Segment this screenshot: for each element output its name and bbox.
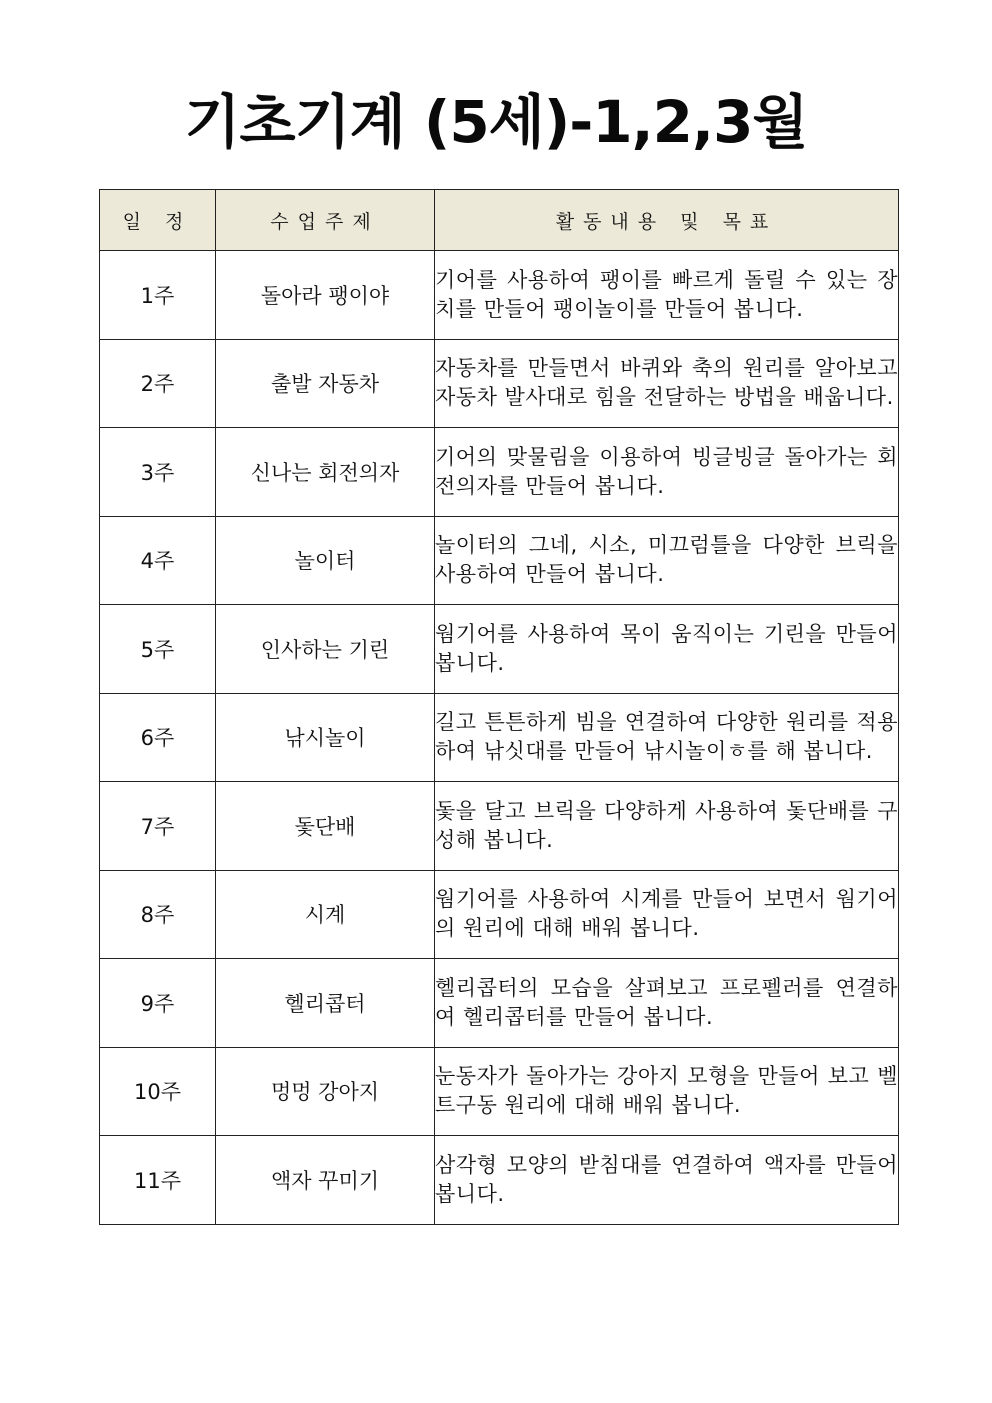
activity-cell: 헬리콥터의 모습을 살펴보고 프로펠러를 연결하여 헬리콥터를 만들어 봅니다. bbox=[435, 959, 899, 1048]
header-topic: 수업주제 bbox=[216, 190, 435, 251]
week-cell: 1주 bbox=[100, 251, 216, 340]
week-cell: 4주 bbox=[100, 516, 216, 605]
week-cell: 11주 bbox=[100, 1136, 216, 1225]
week-cell: 6주 bbox=[100, 693, 216, 782]
activity-cell: 기어의 맞물림을 이용하여 빙글빙글 돌아가는 회전의자를 만들어 봅니다. bbox=[435, 428, 899, 517]
table-row bbox=[100, 1136, 899, 1225]
week-cell: 3주 bbox=[100, 428, 216, 517]
topic-cell: 인사하는 기린 bbox=[216, 605, 435, 694]
activity-cell: 길고 튼튼하게 빔을 연결하여 다양한 원리를 적용하여 낚싯대를 만들어 낚시놀이ㅎ를 해 봅니다. bbox=[435, 693, 899, 782]
week-cell: 8주 bbox=[100, 870, 216, 959]
table-row bbox=[100, 428, 899, 517]
table-row bbox=[100, 782, 899, 871]
table-row bbox=[100, 339, 899, 428]
activity-cell: 돛을 달고 브릭을 다양하게 사용하여 돛단배를 구성해 봅니다. bbox=[435, 782, 899, 871]
table-row bbox=[100, 1047, 899, 1136]
activity-cell: 기어를 사용하여 팽이를 빠르게 돌릴 수 있는 장치를 만들어 팽이놀이를 만들어 봅니다. bbox=[435, 251, 899, 340]
topic-cell: 돛단배 bbox=[216, 782, 435, 871]
table-row bbox=[100, 605, 899, 694]
page-title: 기초기계 (5세)-1,2,3월 bbox=[184, 88, 808, 156]
topic-cell: 멍멍 강아지 bbox=[216, 1047, 435, 1136]
activity-cell: 웜기어를 사용하여 시계를 만들어 보면서 웜기어의 원리에 대해 배워 봅니다. bbox=[435, 870, 899, 959]
week-cell: 7주 bbox=[100, 782, 216, 871]
header-activity: 활동내용 및 목표 bbox=[435, 190, 899, 251]
table-row bbox=[100, 251, 899, 340]
topic-cell: 신나는 회전의자 bbox=[216, 428, 435, 517]
header-schedule: 일 정 bbox=[100, 190, 216, 251]
topic-cell: 놀이터 bbox=[216, 516, 435, 605]
topic-cell: 낚시놀이 bbox=[216, 693, 435, 782]
week-cell: 9주 bbox=[100, 959, 216, 1048]
table-row bbox=[100, 516, 899, 605]
schedule-table bbox=[99, 189, 899, 1225]
table-header-row bbox=[100, 190, 899, 251]
topic-cell: 액자 꾸미기 bbox=[216, 1136, 435, 1225]
week-cell: 10주 bbox=[100, 1047, 216, 1136]
topic-cell: 출발 자동차 bbox=[216, 339, 435, 428]
topic-cell: 돌아라 팽이야 bbox=[216, 251, 435, 340]
activity-cell: 자동차를 만들면서 바퀴와 축의 원리를 알아보고 자동차 발사대로 힘을 전달하는 방법을 배웁니다. bbox=[435, 339, 899, 428]
activity-cell: 놀이터의 그네, 시소, 미끄럼틀을 다양한 브릭을 사용하여 만들어 봅니다. bbox=[435, 516, 899, 605]
activity-cell: 삼각형 모양의 받침대를 연결하여 액자를 만들어 봅니다. bbox=[435, 1136, 899, 1225]
activity-cell: 웜기어를 사용하여 목이 움직이는 기린을 만들어 봅니다. bbox=[435, 605, 899, 694]
week-cell: 2주 bbox=[100, 339, 216, 428]
table-row bbox=[100, 959, 899, 1048]
table-row bbox=[100, 870, 899, 959]
week-cell: 5주 bbox=[100, 605, 216, 694]
topic-cell: 헬리콥터 bbox=[216, 959, 435, 1048]
topic-cell: 시계 bbox=[216, 870, 435, 959]
table-row bbox=[100, 693, 899, 782]
activity-cell: 눈동자가 돌아가는 강아지 모형을 만들어 보고 벨트구동 원리에 대해 배워 봅니다. bbox=[435, 1047, 899, 1136]
